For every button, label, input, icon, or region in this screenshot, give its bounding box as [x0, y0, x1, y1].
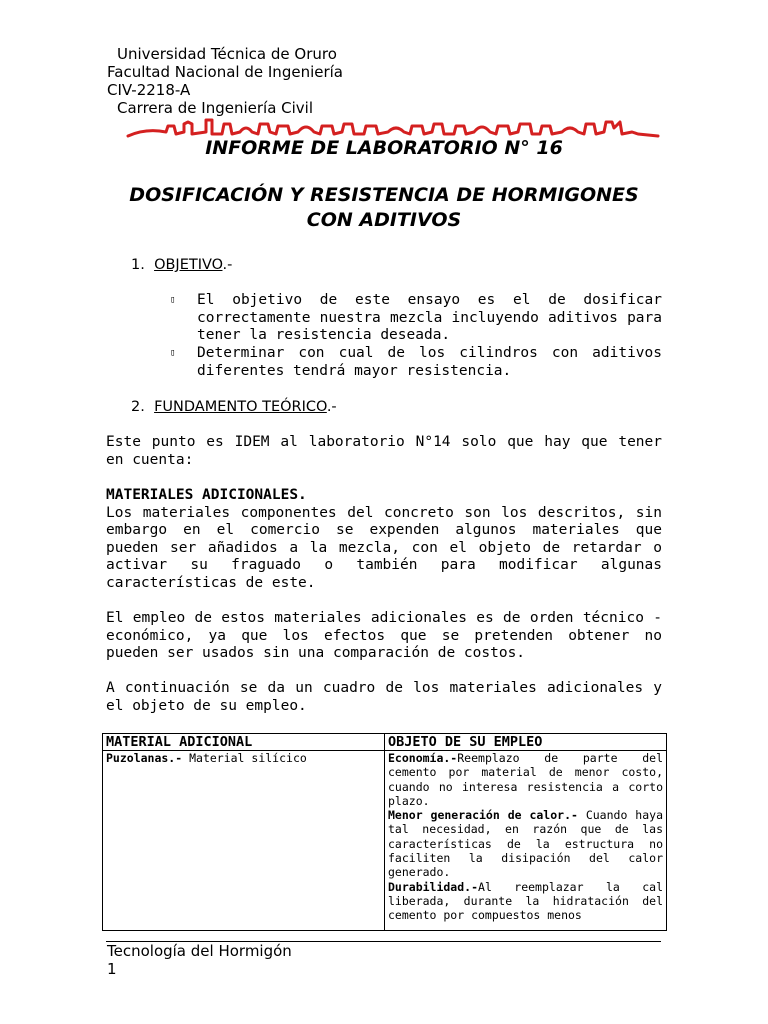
section-suffix: .- [222, 257, 233, 273]
materials-paragraph: Los materiales componentes del concreto son los descritos, sin embargo en el comercio se expenden algunos materiales que pueden ser añadidos a la mezcla, con el objeto de retardar o activar su fraguado o también para modificar algunas características de este. [106, 504, 662, 591]
university-name: Universidad Técnica de Oruro [117, 45, 337, 63]
bullet-text: El objetivo de este ensayo es el de dosificar correctamente nuestra mezcla incluyendo aditivos para tener la resistencia deseada. [197, 292, 662, 344]
bullet-text: Determinar con cual de los cilindros con aditivos diferentes tendrá mayor resistencia. [197, 345, 662, 379]
table-header-material: MATERIAL ADICIONAL [103, 734, 385, 751]
table-row [103, 751, 667, 931]
uses-content [388, 751, 663, 930]
section-suffix: .- [326, 399, 337, 415]
use-text: Al reemplazar la cal liberada, durante la hidratación del cemento por compuestos menos [388, 879, 663, 923]
use-title: Durabilidad.- [388, 879, 479, 894]
page-footer [107, 942, 292, 978]
report-subtitle [106, 183, 662, 233]
use-item [388, 880, 663, 923]
bullet-marker-icon: ▯ [170, 295, 176, 305]
section-heading-fundamento [131, 399, 337, 415]
use-text: Reemplazo de parte del cemento por material de menor costo, cuando no interesa resistencia a corto plazo. [388, 751, 663, 808]
use-title: Menor generación de calor.- [388, 808, 578, 823]
section-title: FUNDAMENTO TEÓRICO [154, 399, 327, 415]
section-heading-objetivo [131, 257, 232, 273]
materials-heading: MATERIALES ADICIONALES. [106, 487, 307, 503]
section-number: 1. [131, 257, 145, 273]
objective-bullet [170, 292, 662, 345]
bullet-marker-icon: ▯ [170, 348, 176, 358]
materials-table [102, 733, 667, 931]
table-header-row [103, 734, 667, 751]
report-subtitle-line1: DOSIFICACIÓN Y RESISTENCIA DE HORMIGONES [129, 184, 639, 206]
table-intro-paragraph: A continuación se da un cuadro de los materiales adicionales y el objeto de su empleo. [106, 680, 662, 714]
use-title: Economía.- [388, 751, 458, 765]
use-item [388, 808, 663, 879]
table-header-uses: OBJETO DE SU EMPLEO [385, 734, 667, 751]
course-code: CIV-2218-A [107, 81, 191, 99]
material-cell [103, 751, 385, 931]
economics-paragraph: El empleo de estos materiales adicionales es de orden técnico - económico, ya que los efectos que se pretenden obtener no pueden ser usados sin una comparación de costos. [106, 610, 662, 662]
section-title: OBJETIVO [154, 257, 223, 273]
use-item [388, 751, 663, 808]
materials-section [106, 487, 662, 593]
intro-paragraph: Este punto es IDEM al laboratorio N°14 solo que hay que tener en cuenta: [106, 434, 662, 468]
page-number: 1 [107, 960, 117, 978]
report-subtitle-line2: CON ADITIVOS [306, 209, 462, 231]
institution-header [107, 45, 343, 117]
uses-cell [385, 751, 667, 931]
use-text: Cuando haya tal necesidad, en razón que de las características de la estructura no faciliten la disipación del calor generado. [388, 808, 663, 880]
section-number: 2. [131, 399, 145, 415]
report-title: INFORME DE LABORATORIO N° 16 [205, 137, 563, 159]
material-name: Puzolanas.- [106, 751, 183, 765]
career-name: Carrera de Ingeniería Civil [117, 99, 314, 117]
objective-bullet [170, 345, 662, 380]
faculty-name: Facultad Nacional de Ingeniería [107, 63, 343, 81]
material-description: Material silícico [182, 751, 307, 765]
footer-course: Tecnología del Hormigón [107, 942, 292, 960]
